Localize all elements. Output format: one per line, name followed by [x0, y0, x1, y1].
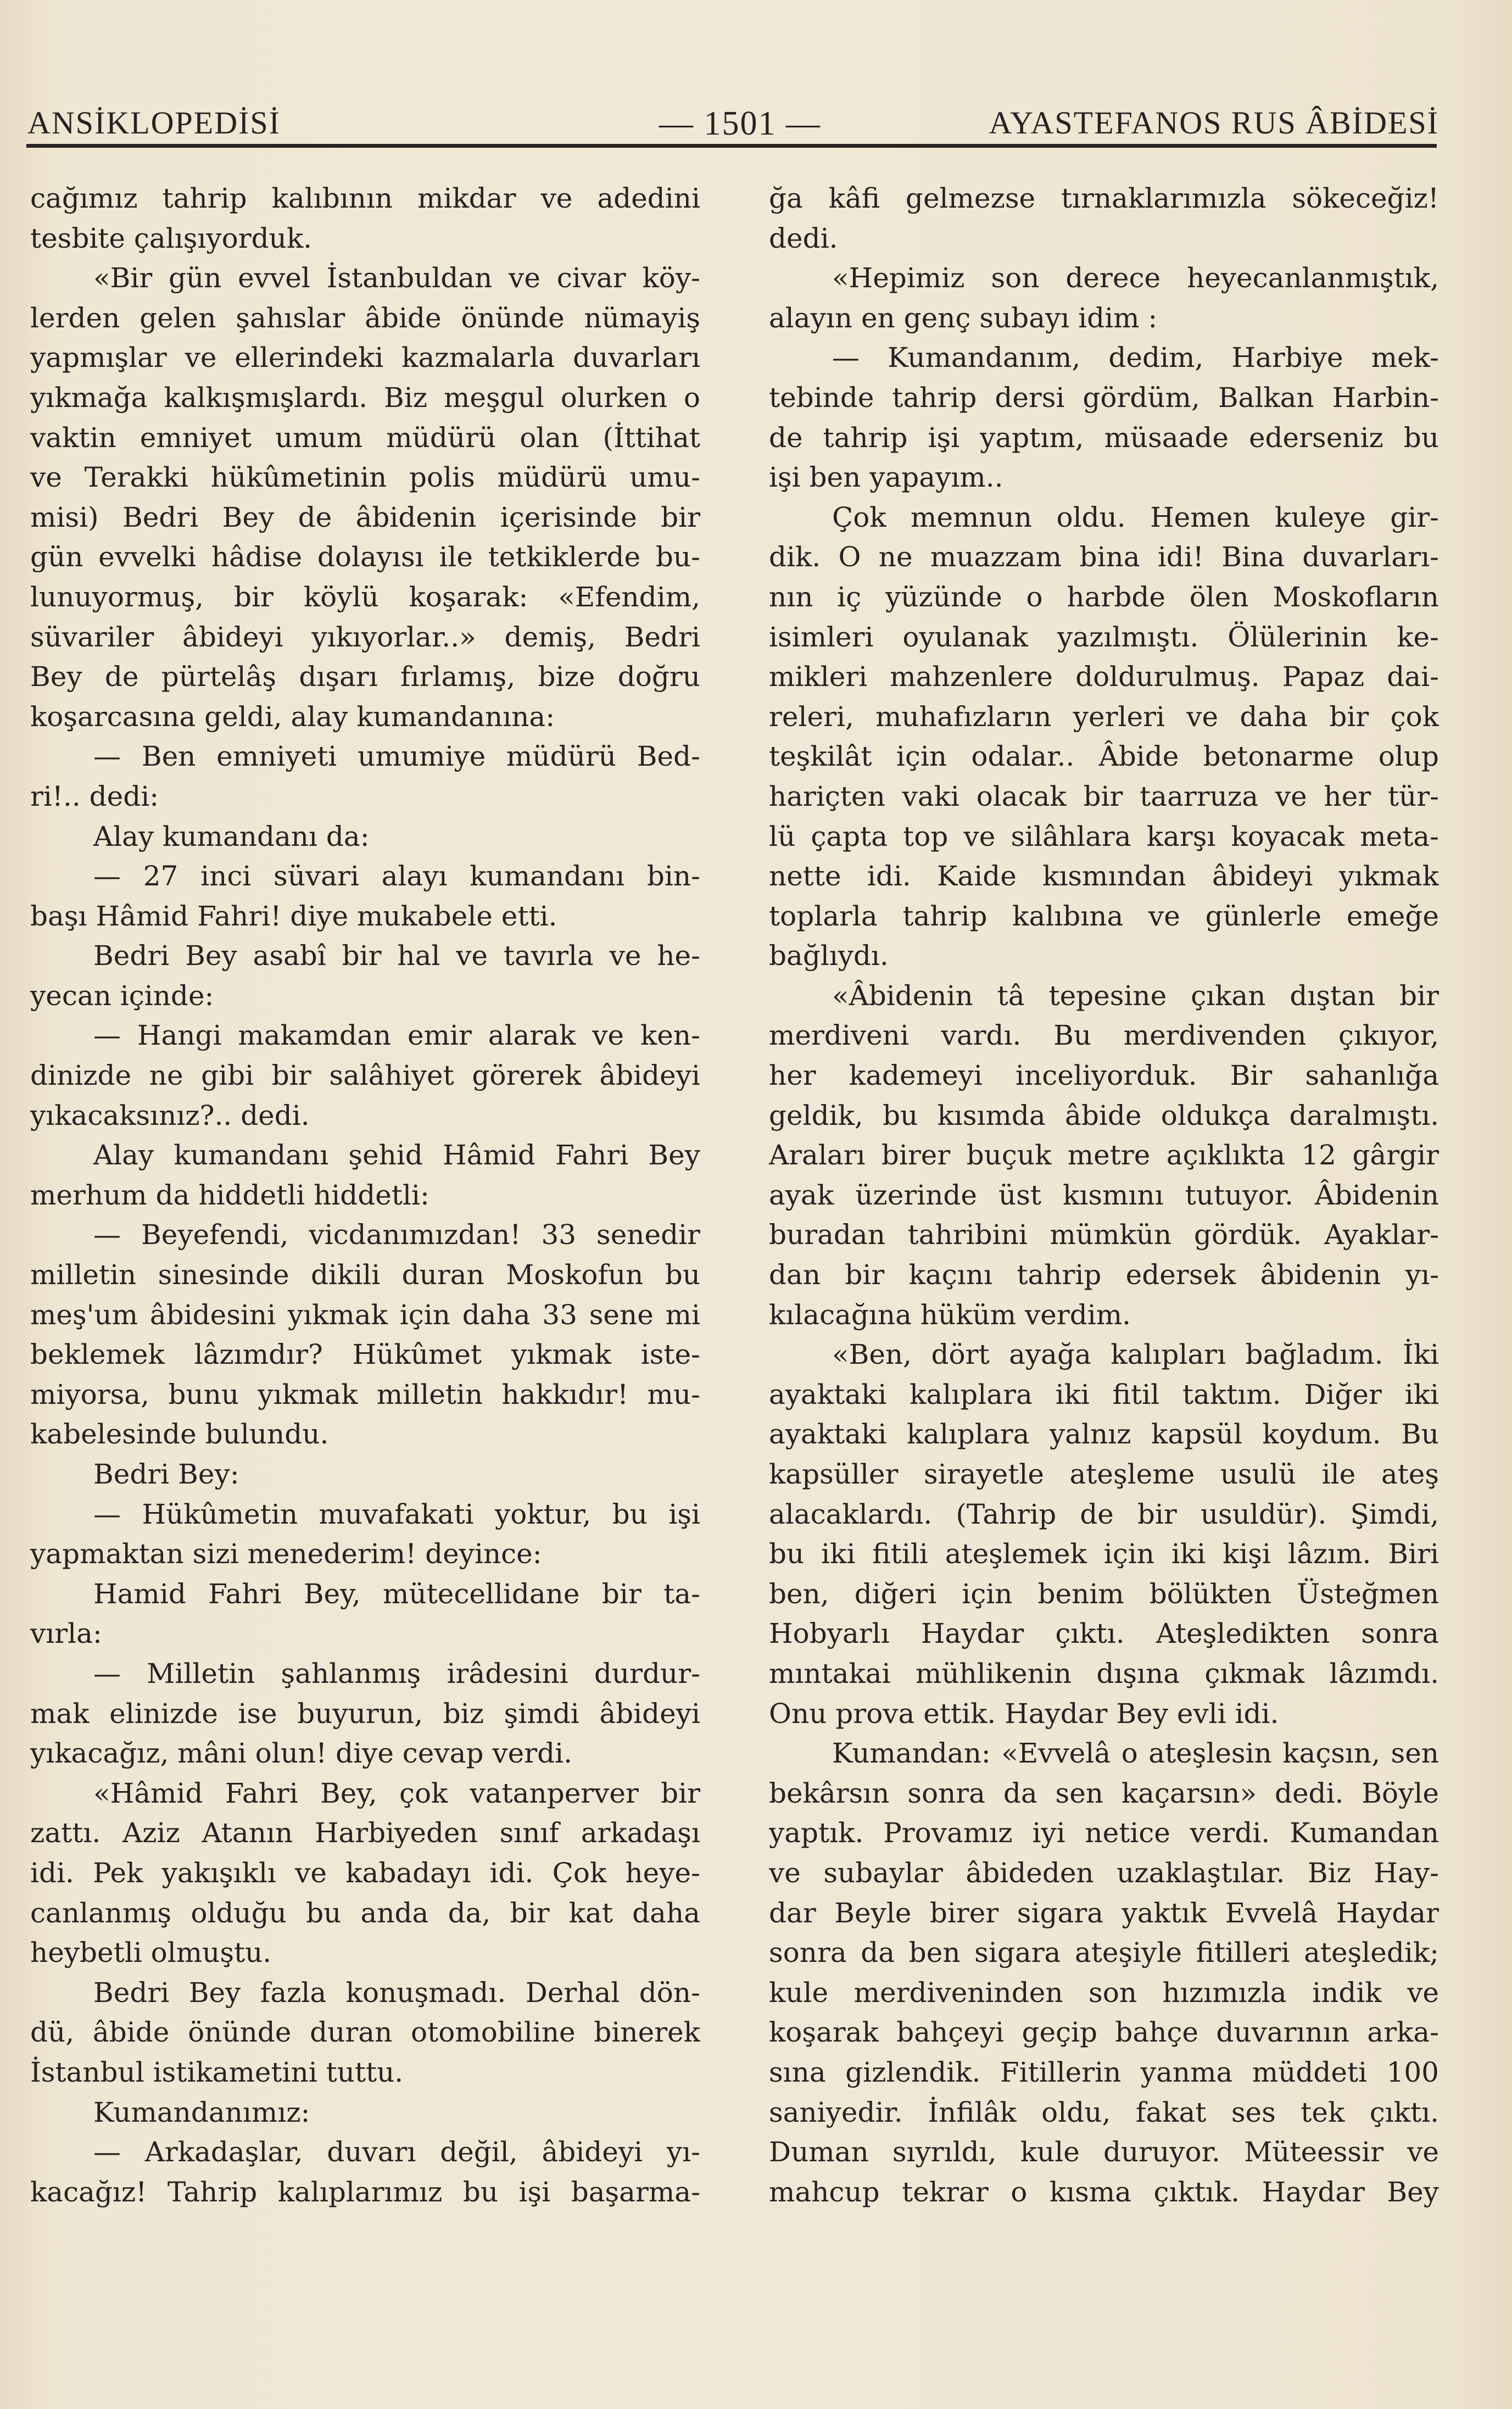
- text-line: ayaktaki kalıplara iki fitil taktım. Diğer iki: [769, 1378, 1439, 1410]
- text-line: İstanbul istikametini tuttu.: [30, 2056, 404, 2088]
- text-line: beklemek lâzımdır? Hükûmet yıkmak iste-: [30, 1339, 700, 1371]
- text-line: nın iç yüzünde o harbde ölen Moskofların: [769, 581, 1439, 613]
- left-column: [30, 179, 700, 2212]
- text-line: canlanmış olduğu bu anda da, bir kat daha: [30, 1897, 700, 1929]
- text-line: cağımız tahrip kalıbının mikdar ve adedini: [30, 182, 700, 214]
- header-rule: [26, 144, 1437, 148]
- text-line: koşarak bahçeyi geçip bahçe duvarının arka-: [769, 2016, 1439, 2049]
- text-line: misi) Bedri Bey de âbidenin içerisinde bir: [30, 501, 700, 533]
- text-line: «Hâmid Fahri Bey, çok vatanperver bir: [93, 1777, 700, 1809]
- text-line: yıkmağa kalkışmışlardı. Biz meşgul olurken o: [30, 381, 700, 414]
- text-line: milletin sinesinde dikili duran Moskofun bu: [30, 1259, 700, 1291]
- text-line: bağlıydı.: [769, 940, 889, 972]
- text-line: Bedri Bey fazla konuşmadı. Derhal dön-: [93, 1976, 700, 2009]
- text-line: Hamid Fahri Bey, mütecellidane bir ta-: [93, 1577, 700, 1610]
- text-line: Hobyarlı Haydar çıktı. Ateşledikten sonra: [769, 1618, 1439, 1650]
- text-line: Alay kumandanı şehid Hâmid Fahri Bey: [93, 1139, 700, 1172]
- text-line: merdiveni vardı. Bu merdivenden çıkıyor,: [769, 1019, 1439, 1052]
- text-line: — Arkadaşlar, duvarı değil, âbideyi yı-: [93, 2136, 700, 2168]
- text-line: nette idi. Kaide kısmından âbideyi yıkmak: [769, 860, 1439, 893]
- text-line: bekârsın sonra da sen kaçarsın» dedi. Böyle: [769, 1777, 1439, 1809]
- text-line: ben, diğeri için benim bölükten Üsteğmen: [769, 1577, 1439, 1610]
- text-line: dü, âbide önünde duran otomobiline binerek: [30, 2016, 700, 2049]
- text-line: — Ben emniyeti umumiye müdürü Bed-: [93, 740, 700, 773]
- text-line: meş'um âbidesini yıkmak için daha 33 sene mi: [30, 1298, 700, 1331]
- text-line: lunuyormuş, bir köylü koşarak: «Efendim,: [30, 581, 700, 613]
- text-line: Bedri Bey asabî bir hal ve tavırla ve he-: [93, 940, 700, 972]
- text-line: yapmaktan sizi menederim! deyince:: [30, 1538, 542, 1570]
- text-line: geldik, bu kısımda âbide oldukça daralmıştı.: [769, 1099, 1439, 1131]
- text-line: mak elinizde ise buyurun, biz şimdi âbideyi: [30, 1697, 700, 1730]
- text-line: yapmışlar ve ellerindeki kazmalarla duvarları: [30, 342, 700, 374]
- text-line: gün evvelki hâdise dolayısı ile tetkiklerde bu-: [30, 541, 700, 573]
- text-line: — Hangi makamdan emir alarak ve ken-: [93, 1019, 700, 1052]
- text-line: teşkilât için odalar.. Âbide betonarme olup: [769, 740, 1439, 773]
- text-line: Duman sıyrıldı, kule duruyor. Müteessir ve: [769, 2136, 1439, 2168]
- text-line: ayaktaki kalıplara yalnız kapsül koydum. Bu: [769, 1418, 1439, 1451]
- text-line: — Hükûmetin muvafakati yoktur, bu işi: [93, 1498, 700, 1530]
- text-line: bu iki fitili ateşlemek için iki kişi lâzım. Biri: [769, 1538, 1439, 1570]
- text-line: kılacağına hüküm verdim.: [769, 1298, 1131, 1331]
- text-line: dan bir kaçını tahrip edersek âbidenin yı-: [769, 1259, 1439, 1291]
- text-line: tebinde tahrip dersi gördüm, Balkan Harbin-: [769, 381, 1439, 414]
- text-line: kule merdiveninden son hızımızla indik ve: [769, 1976, 1439, 2009]
- text-line: — Beyefendi, vicdanımızdan! 33 senedir: [93, 1219, 700, 1251]
- text-line: «Bir gün evvel İstanbuldan ve civar köy-: [93, 262, 700, 294]
- text-line: yaptık. Provamız iyi netice verdi. Kumandan: [769, 1817, 1439, 1849]
- text-line: vırla:: [30, 1618, 102, 1650]
- text-line: lerden gelen şahıslar âbide önünde nümayiş: [30, 302, 700, 334]
- text-line: Alay kumandanı da:: [93, 820, 370, 852]
- text-line: saniyedir. İnfilâk oldu, fakat ses tek çıktı.: [769, 2096, 1439, 2128]
- text-line: «Ben, dört ayağa kalıpları bağladım. İki: [832, 1339, 1439, 1371]
- text-line: alayın en genç subayı idim :: [769, 302, 1158, 334]
- text-line: isimleri oyulanak yazılmıştı. Ölülerinin ke-: [769, 621, 1439, 653]
- text-line: kacağız! Tahrip kalıplarımız bu işi başarma-: [30, 2176, 700, 2208]
- text-line: Kumandanımız:: [93, 2096, 310, 2128]
- text-line: merhum da hiddetli hiddetli:: [30, 1179, 429, 1211]
- text-line: ğa kâfi gelmezse tırnaklarımızla sökeceğiz!: [769, 182, 1439, 214]
- text-line: zattı. Aziz Atanın Harbiyeden sınıf arkadaşı: [30, 1817, 700, 1849]
- text-line: sına gizlendik. Fitillerin yanma müddeti 100: [769, 2056, 1439, 2088]
- text-line: de tahrip işi yaptım, müsaade ederseniz bu: [769, 421, 1439, 454]
- text-line: Bedri Bey:: [93, 1458, 239, 1490]
- text-line: koşarcasına geldi, alay kumandanına:: [30, 700, 555, 733]
- text-line: her kademeyi inceliyorduk. Bir sahanlığa: [769, 1059, 1439, 1092]
- text-line: Kumandan: «Evvelâ o ateşlesin kaçsın, sen: [832, 1737, 1439, 1770]
- text-line: Onu prova ettik. Haydar Bey evli idi.: [769, 1697, 1279, 1730]
- text-line: mahcup tekrar o kısma çıktık. Haydar Bey: [769, 2176, 1439, 2208]
- text-line: sonra da ben sigara ateşiyle fitilleri ateşledik;: [769, 1937, 1439, 1969]
- text-line: hariçten vaki olacak bir taarruza ve her tür-: [769, 780, 1439, 812]
- text-line: yıkacaksınız?.. dedi.: [30, 1099, 310, 1131]
- text-line: «Hepimiz son derece heyecanlanmıştık,: [832, 262, 1439, 294]
- text-line: releri, muhafızların yerleri ve daha bir çok: [769, 700, 1439, 733]
- header-left-title: ANSİKLOPEDİSİ: [27, 105, 281, 141]
- text-line: kabelesinde bulundu.: [30, 1418, 329, 1451]
- text-line: dinizde ne gibi bir salâhiyet görerek âbideyi: [30, 1059, 700, 1092]
- text-line: idi. Pek yakışıklı ve kabadayı idi. Çok heye-: [30, 1856, 700, 1889]
- text-line: dar Beyle birer sigara yaktık Evvelâ Haydar: [769, 1897, 1439, 1929]
- text-line: Araları birer buçuk metre açıklıkta 12 gârgir: [769, 1139, 1439, 1172]
- page-number: — 1501 —: [659, 105, 821, 142]
- text-line: işi ben yapayım..: [769, 461, 1003, 494]
- text-line: ve subaylar âbideden uzaklaştılar. Biz Hay-: [769, 1856, 1439, 1889]
- text-line: heybetli olmuştu.: [30, 1937, 272, 1969]
- text-line: — 27 inci süvari alayı kumandanı bin-: [93, 860, 700, 893]
- text-line: buradan tahribini mümkün gördük. Ayaklar-: [769, 1219, 1439, 1251]
- text-line: miyorsa, bunu yıkmak milletin hakkıdır! mu-: [30, 1378, 700, 1410]
- text-line: ri!.. dedi:: [30, 780, 159, 812]
- right-column: [769, 179, 1439, 2212]
- text-line: mikleri mahzenlere doldurulmuş. Papaz dai-: [769, 661, 1439, 693]
- text-line: Çok memnun oldu. Hemen kuleye gir-: [832, 501, 1439, 533]
- text-line: başı Hâmid Fahri! diye mukabele etti.: [30, 900, 557, 932]
- text-line: dedi.: [769, 222, 838, 254]
- text-line: vaktin emniyet umum müdürü olan (İttihat: [30, 421, 700, 454]
- text-line: mıntakai mühlikenin dışına çıkmak lâzımdı.: [769, 1657, 1439, 1689]
- text-line: yıkacağız, mâni olun! diye cevap verdi.: [30, 1737, 572, 1770]
- text-line: yecan içinde:: [30, 979, 214, 1012]
- text-line: «Âbidenin tâ tepesine çıkan dıştan bir: [832, 979, 1439, 1012]
- text-line: dik. O ne muazzam bina idi! Bina duvarları-: [769, 541, 1439, 573]
- text-line: Bey de pürtelâş dışarı fırlamış, bize doğru: [30, 661, 700, 693]
- text-line: tesbite çalışıyorduk.: [30, 222, 313, 254]
- text-line: — Milletin şahlanmış irâdesini durdur-: [93, 1657, 700, 1689]
- header-right-title: AYASTEFANOS RUS ÂBİDESİ: [989, 105, 1439, 141]
- text-line: toplarla tahrip kalıbına ve günlerle emeğe: [769, 900, 1439, 932]
- text-line: lü çapta top ve silâhlara karşı koyacak meta-: [769, 820, 1439, 852]
- text-line: — Kumandanım, dedim, Harbiye mek-: [832, 342, 1439, 374]
- text-line: ve Terakki hükûmetinin polis müdürü umu-: [30, 461, 700, 494]
- text-line: kapsüller sirayetle ateşleme usulü ile ateş: [769, 1458, 1439, 1490]
- text-line: süvariler âbideyi yıkıyorlar..» demiş, Bedri: [30, 621, 700, 653]
- text-line: alacaklardı. (Tahrip de bir usuldür). Şimdi,: [769, 1498, 1439, 1530]
- text-line: ayak üzerinde üst kısmını tutuyor. Âbidenin: [769, 1179, 1439, 1211]
